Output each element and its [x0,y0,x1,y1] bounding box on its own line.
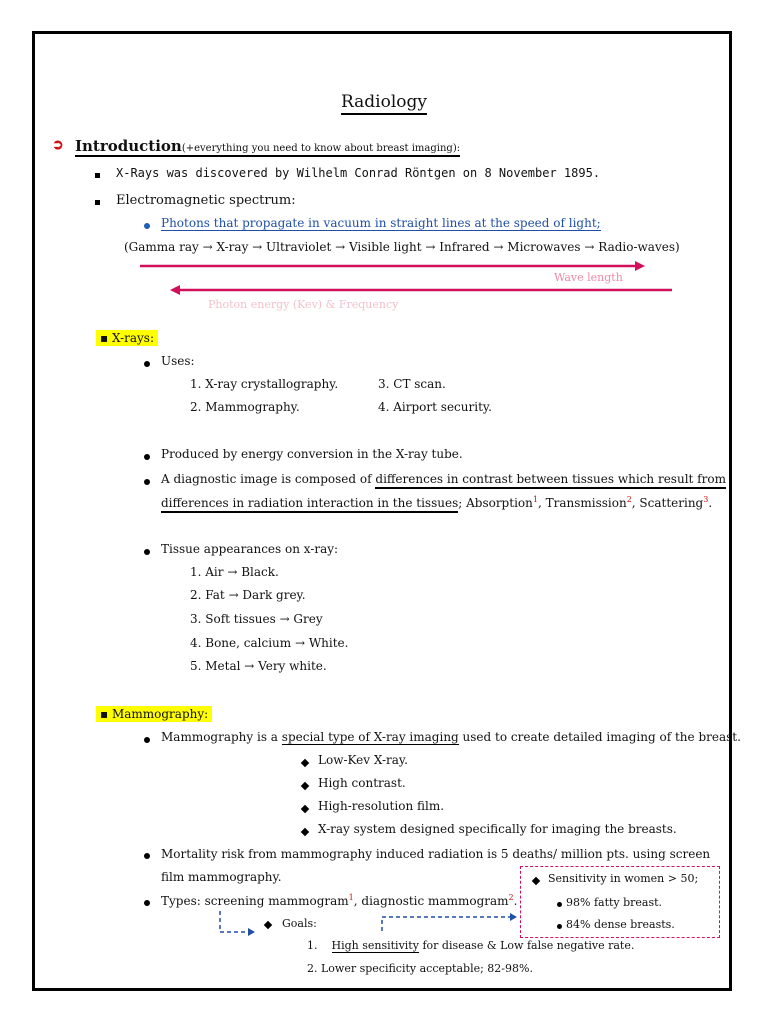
mammography-definition: Mammography is a special type of X-ray imaging used to create detailed imaging of the breast. [161,730,741,744]
feature-item: High-resolution film. [318,799,445,813]
dot-bullet-icon [144,223,150,229]
square-bullet-icon [95,200,100,205]
use-item: 4. Airport security. [378,400,492,414]
discovery-text: X-Rays was discovered by Wilhelm Conrad Röntgen on 8 November 1895. [116,166,601,180]
dot-bullet-icon [144,853,150,859]
sensitivity-title: Sensitivity in women > 50; [548,872,699,885]
diagnostic-text-line1: A diagnostic image is composed of differences in contrast between tissues which result from [161,472,726,486]
dot-bullet-icon [144,900,150,906]
sensitivity-item: 84% dense breasts. [566,918,675,931]
goal-item: 2. Lower specificity acceptable; 82-98%. [307,962,533,975]
sensitivity-item: 98% fatty breast. [566,896,663,909]
use-item: 3. CT scan. [378,377,446,391]
photon-energy-label: Photon energy (Kev) & Frequency [208,298,399,311]
dot-bullet-icon [144,454,150,460]
xrays-heading: ▪ X-rays: [96,331,158,345]
dot-bullet-icon [144,737,150,743]
mammography-heading: ▪ Mammography: [96,707,212,721]
tissue-item: 5. Metal → Very white. [190,659,327,673]
goals-label: Goals: [282,917,317,930]
intro-heading: Introduction(+everything you need to know about breast imaging): [75,137,461,155]
wave-length-label: Wave length [554,271,623,284]
diagnostic-text-line2: differences in radiation interaction in the tissues; Absorption$^1$, Transmission$^2$, Scattering$^3$. [161,495,712,510]
tissue-item: 4. Bone, calcium → White. [190,636,349,650]
tissue-item: 1. Air → Black. [190,565,279,579]
spectrum-label: Electromagnetic spectrum: [116,193,296,208]
use-item: 1. X-ray crystallography. [190,377,339,391]
dot-bullet-icon [144,361,150,367]
square-bullet-icon [95,173,100,178]
page-title: Radiology [0,92,768,112]
use-item: 2. Mammography. [190,400,300,414]
produced-text: Produced by energy conversion in the X-ray tube. [161,447,463,461]
dot-bullet-icon [144,479,150,485]
feature-item: High contrast. [318,776,406,790]
dot-bullet-icon [144,549,150,555]
tissue-item: 3. Soft tissues → Grey [190,612,323,626]
goal-item: 1. High sensitivity for disease & Low false negative rate. [307,939,635,952]
uses-label: Uses: [161,354,195,368]
dot-bullet-icon [557,902,562,907]
dot-bullet-icon [557,924,562,929]
mortality-text-line1: Mortality risk from mammography induced radiation is 5 deaths/ million pts. using screen [161,847,711,861]
mortality-text-line2: film mammography. [161,870,282,884]
photons-text: Photons that propagate in vacuum in straight lines at the speed of light; [161,216,601,230]
feature-item: Low-Kev X-ray. [318,753,408,767]
spectrum-list: (Gamma ray → X-ray → Ultraviolet → Visible light → Infrared → Microwaves → Radio-waves) [124,240,680,254]
tissue-label: Tissue appearances on x-ray: [161,542,339,556]
feature-item: X-ray system designed specifically for imaging the breasts. [318,822,677,836]
types-text: Types: screening mammogram$^1$, diagnostic mammogram$^2$. [161,893,518,908]
arrow-bullet-icon: ➲ [52,137,64,153]
tissue-item: 2. Fat → Dark grey. [190,588,306,602]
